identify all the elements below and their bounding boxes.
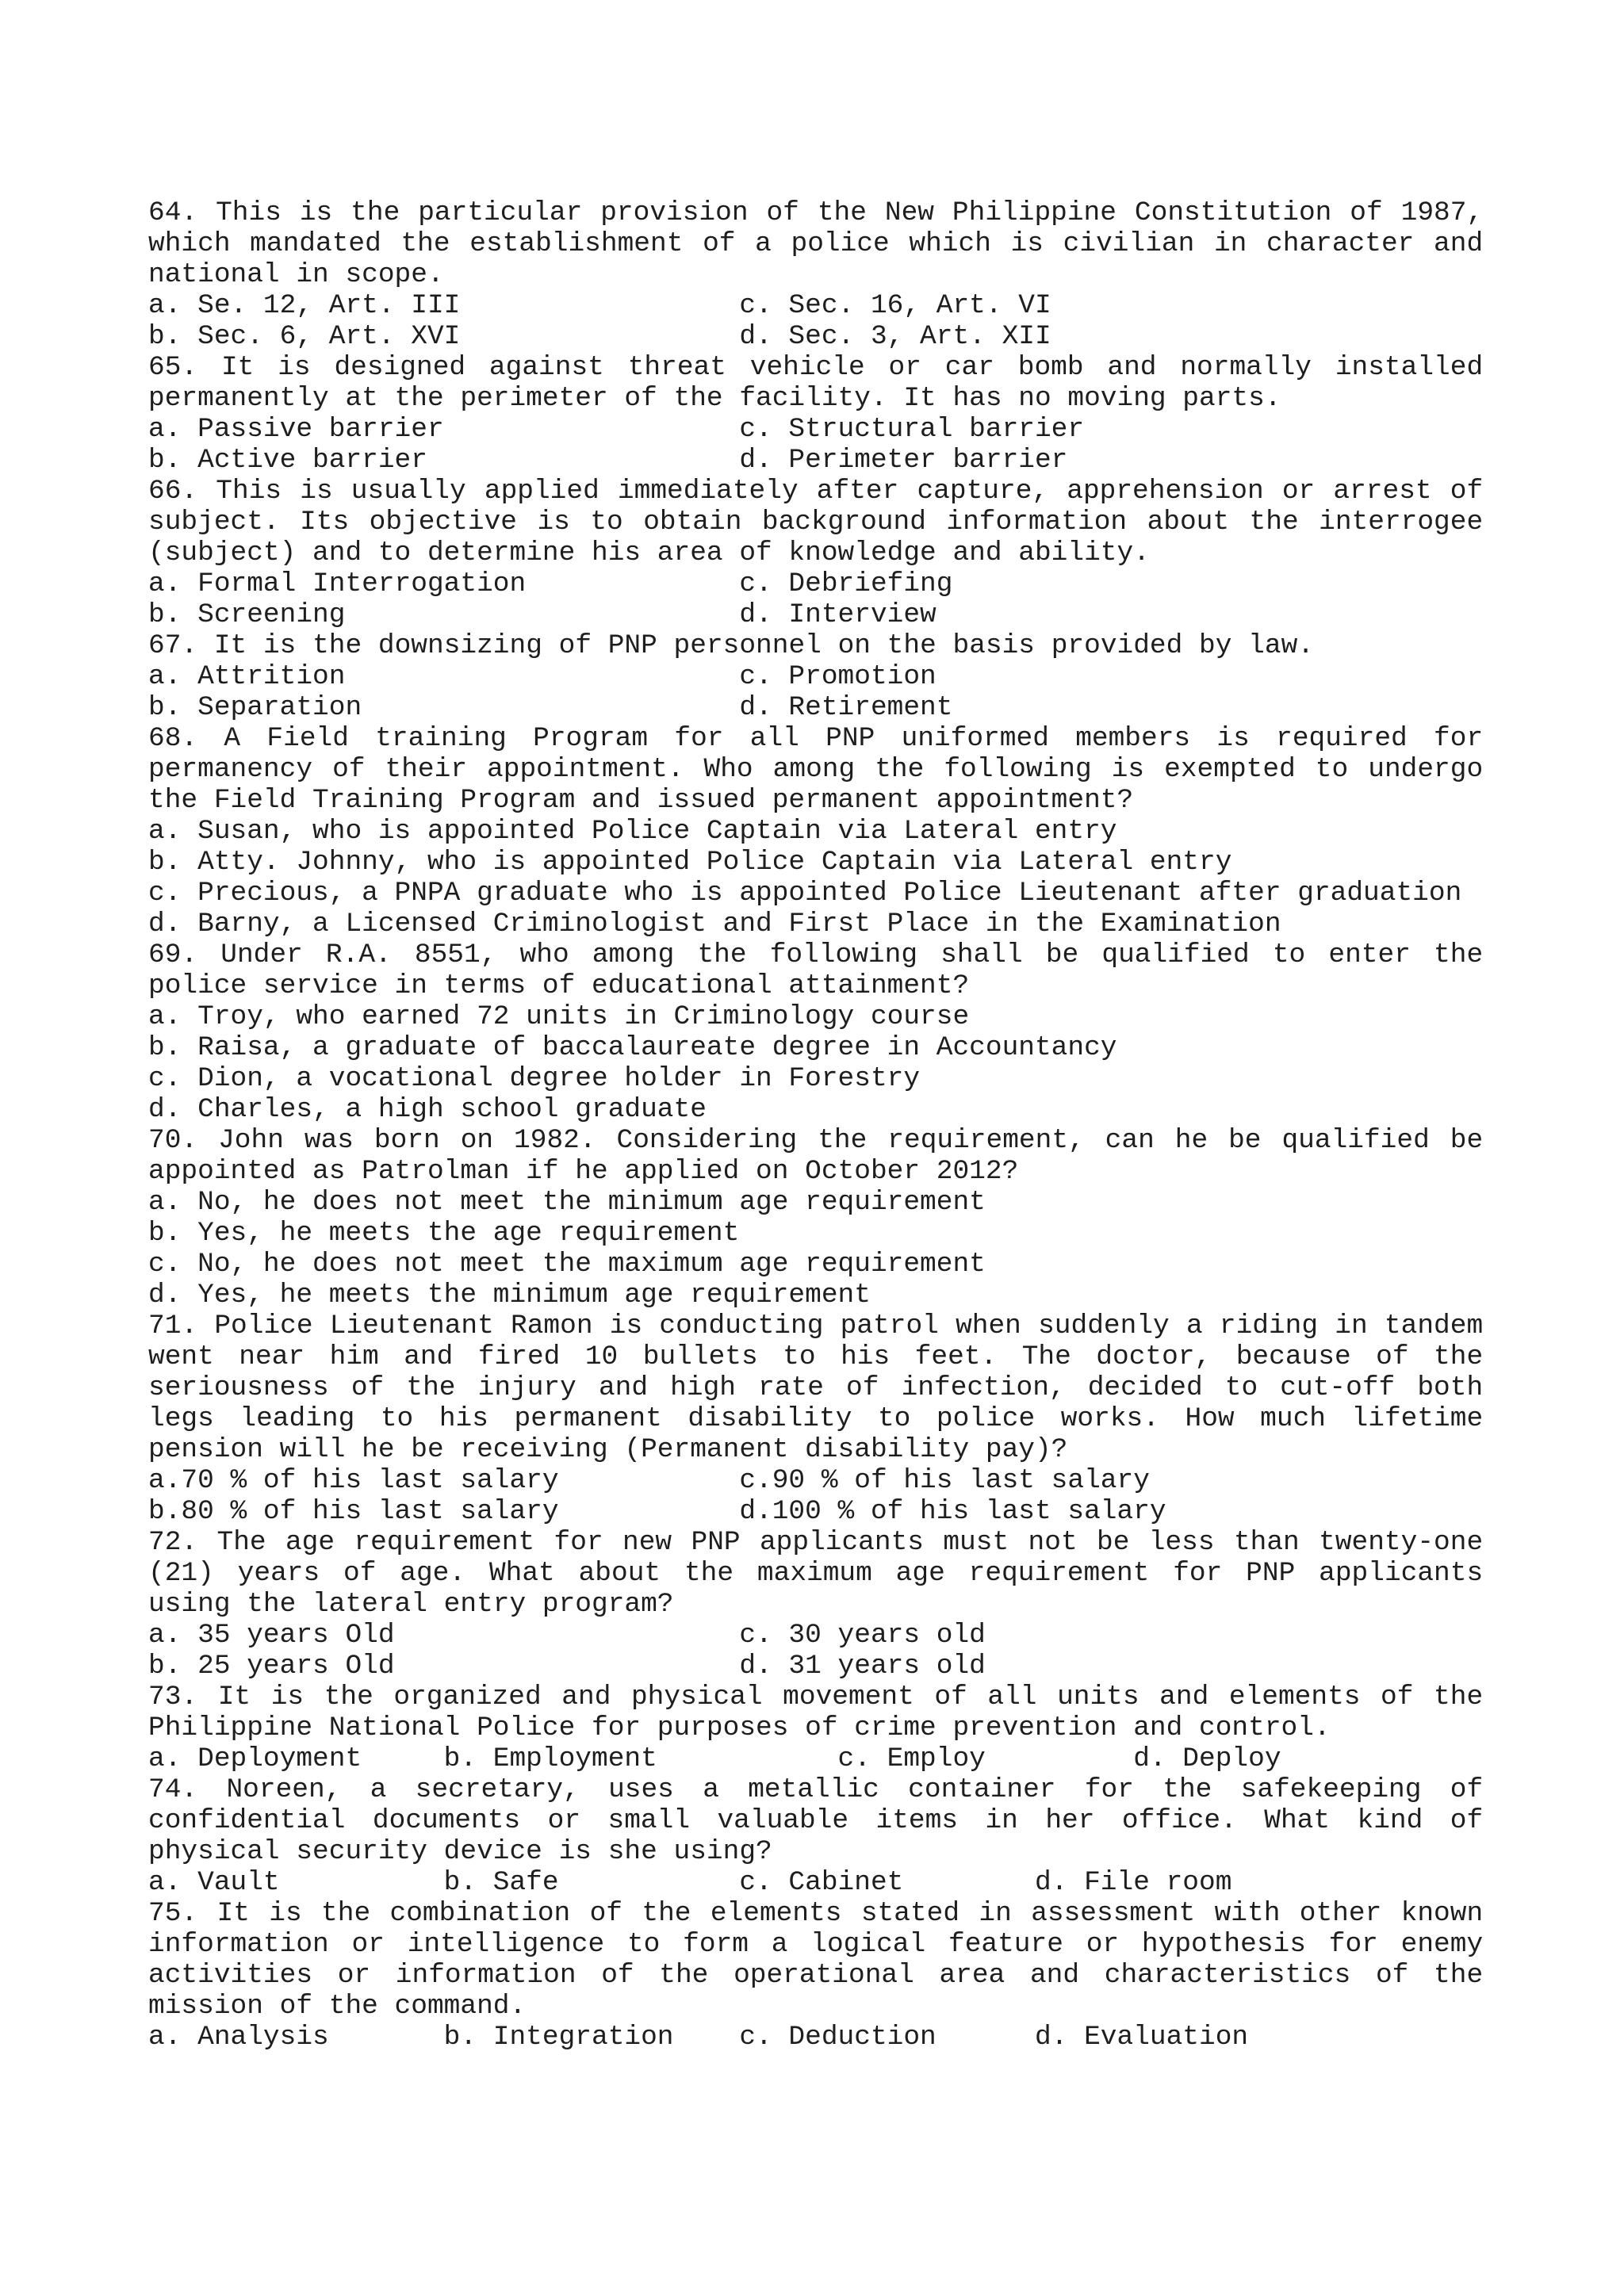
question-71	[148, 1311, 1483, 1527]
option-b: b. 25 years Old	[148, 1651, 395, 1682]
answer-options	[148, 1001, 1483, 1125]
answer-options	[148, 1867, 1483, 1898]
answer-options	[148, 414, 1483, 476]
question-number: 66.	[148, 476, 198, 507]
option-c: c. Sec. 16, Art. VI	[739, 290, 1051, 321]
option-a: a. Vault	[148, 1867, 280, 1898]
question-stem	[148, 476, 1483, 568]
option-c: c. Dion, a vocational degree holder in Forestry	[148, 1063, 921, 1094]
option-a: a. Formal Interrogation	[148, 568, 527, 599]
question-number: 64.	[148, 197, 198, 228]
option-a: a.70 % of his last salary	[148, 1465, 559, 1496]
option-d: d. Evaluation	[1034, 2022, 1249, 2053]
option-b: b.80 % of his last salary	[148, 1496, 559, 1527]
option-b: b. Integration	[443, 2022, 674, 2053]
option-d: d. Charles, a high school graduate	[148, 1094, 707, 1125]
question-number: 71.	[148, 1311, 198, 1341]
question-70	[148, 1125, 1483, 1311]
question-number: 69.	[148, 939, 198, 970]
question-text: A Field training Program for all PNP uniformed members is required for permanency of their appointment. Who among the following is exempted to undergo the Field Training Program and issued permanent appointment?	[148, 723, 1484, 816]
question-text: This is the particular provision of the New Philippine Constitution of 1987, which mandated the establishment of a police which is civilian in character and national in scope.	[148, 197, 1484, 290]
option-d: d. Yes, he meets the minimum age requirement	[148, 1280, 871, 1311]
question-stem	[148, 723, 1483, 816]
answer-options	[148, 1620, 1483, 1682]
answer-options	[148, 661, 1483, 723]
option-b: b. Yes, he meets the age requirement	[148, 1218, 740, 1249]
option-c: c. 30 years old	[739, 1620, 986, 1651]
option-b: b. Active barrier	[148, 445, 427, 476]
option-a: a. Deployment	[148, 1743, 362, 1774]
question-stem	[148, 1311, 1483, 1465]
option-d: d. Interview	[739, 599, 936, 630]
question-68	[148, 723, 1483, 939]
option-d: d. Retirement	[739, 692, 953, 723]
question-74	[148, 1774, 1483, 1898]
question-stem	[148, 630, 1483, 661]
option-d: d. Deploy	[1133, 1743, 1281, 1774]
question-number: 70.	[148, 1125, 198, 1156]
question-67	[148, 630, 1483, 723]
question-text: It is the combination of the elements stated in assessment with other known information or intelligence to form a logical feature or hypothesis for enemy activities or information of the operational area and characteristics of the mission of the command.	[148, 1898, 1484, 2022]
question-66	[148, 476, 1483, 630]
option-c: c. Cabinet	[739, 1867, 904, 1898]
answer-options	[148, 1187, 1483, 1311]
option-c: c.90 % of his last salary	[739, 1465, 1150, 1496]
answer-options	[148, 1743, 1483, 1774]
option-a: a. Analysis	[148, 2022, 329, 2053]
option-a: a. Passive barrier	[148, 414, 444, 445]
option-b: b. Separation	[148, 692, 362, 723]
option-d: d.100 % of his last salary	[739, 1496, 1166, 1527]
question-number: 74.	[148, 1774, 198, 1805]
option-a: a. Attrition	[148, 661, 346, 692]
answer-options	[148, 1465, 1483, 1527]
question-list	[148, 197, 1483, 2053]
option-d: d. Barny, a Licensed Criminologist and First Place in the Examination	[148, 909, 1281, 939]
question-69	[148, 939, 1483, 1125]
option-b: b. Safe	[443, 1867, 559, 1898]
question-number: 67.	[148, 630, 198, 661]
question-stem	[148, 1527, 1483, 1620]
option-b: b. Sec. 6, Art. XVI	[148, 321, 461, 352]
question-text: John was born on 1982. Considering the requirement, can he be qualified be appointed as Patrolman if he applied on October 2012?	[148, 1125, 1484, 1187]
option-a: a. Susan, who is appointed Police Captain via Lateral entry	[148, 816, 1117, 847]
question-text: It is the organized and physical movement of all units and elements of the Philippine National Police for purposes of crime prevention and control.	[148, 1682, 1484, 1743]
answer-options	[148, 568, 1483, 630]
option-c: c. No, he does not meet the maximum age requirement	[148, 1249, 986, 1280]
question-text: This is usually applied immediately after capture, apprehension or arrest of subject. Its objective is to obtain background information about the interrogee (subject) and to determine his area of knowledge and ability.	[148, 476, 1484, 568]
option-b: b. Employment	[443, 1743, 657, 1774]
question-number: 72.	[148, 1527, 198, 1558]
answer-options	[148, 290, 1483, 352]
option-c: c. Deduction	[739, 2022, 936, 2053]
option-a: a. Troy, who earned 72 units in Criminology course	[148, 1001, 970, 1032]
question-stem	[148, 939, 1483, 1001]
question-72	[148, 1527, 1483, 1682]
option-b: b. Screening	[148, 599, 346, 630]
question-stem	[148, 197, 1483, 290]
answer-options	[148, 816, 1483, 939]
option-d: d. Perimeter barrier	[739, 445, 1068, 476]
option-d: d. 31 years old	[739, 1651, 986, 1682]
question-text: It is the downsizing of PNP personnel on the basis provided by law.	[213, 630, 1314, 661]
question-stem	[148, 1125, 1483, 1187]
option-b: b. Atty. Johnny, who is appointed Police Captain via Lateral entry	[148, 847, 1232, 878]
question-text: The age requirement for new PNP applicants must not be less than twenty-one (21) years of age. What about the maximum age requirement for PNP applicants using the lateral entry program?	[148, 1527, 1484, 1620]
question-text: Police Lieutenant Ramon is conducting patrol when suddenly a riding in tandem went near him and fired 10 bullets to his feet. The doctor, because of the seriousness of the injury and high rate of infection, decided to cut-off both legs leading to his permanent disability to police works. How much lifetime pension will he be receiving (Permanent disability pay)?	[148, 1311, 1484, 1465]
option-c: c. Structural barrier	[739, 414, 1085, 445]
question-stem	[148, 1774, 1483, 1867]
question-text: Under R.A. 8551, who among the following shall be qualified to enter the police service in terms of educational attainment?	[148, 939, 1484, 1001]
option-a: a. No, he does not meet the minimum age requirement	[148, 1187, 986, 1218]
question-number: 75.	[148, 1898, 198, 1929]
option-a: a. 35 years Old	[148, 1620, 395, 1651]
option-c: c. Promotion	[739, 661, 936, 692]
question-text: Noreen, a secretary, uses a metallic container for the safekeeping of confidential documents or small valuable items in her office. What kind of physical security device is she using?	[148, 1774, 1484, 1867]
option-b: b. Raisa, a graduate of baccalaureate degree in Accountancy	[148, 1032, 1117, 1063]
option-c: c. Precious, a PNPA graduate who is appointed Police Lieutenant after graduation	[148, 878, 1462, 909]
question-stem	[148, 352, 1483, 414]
option-a: a. Se. 12, Art. III	[148, 290, 461, 321]
question-65	[148, 352, 1483, 476]
question-number: 68.	[148, 723, 198, 754]
question-stem	[148, 1682, 1483, 1743]
option-d: d. File room	[1034, 1867, 1232, 1898]
question-text: It is designed against threat vehicle or car bomb and normally installed permanently at the perimeter of the facility. It has no moving parts.	[148, 352, 1484, 414]
answer-options	[148, 2022, 1483, 2053]
question-number: 65.	[148, 352, 198, 383]
option-d: d. Sec. 3, Art. XII	[739, 321, 1051, 352]
option-c: c. Debriefing	[739, 568, 953, 599]
question-75	[148, 1898, 1483, 2053]
question-64	[148, 197, 1483, 352]
question-stem	[148, 1898, 1483, 2022]
option-c: c. Employ	[837, 1743, 986, 1774]
question-73	[148, 1682, 1483, 1774]
question-number: 73.	[148, 1682, 198, 1712]
